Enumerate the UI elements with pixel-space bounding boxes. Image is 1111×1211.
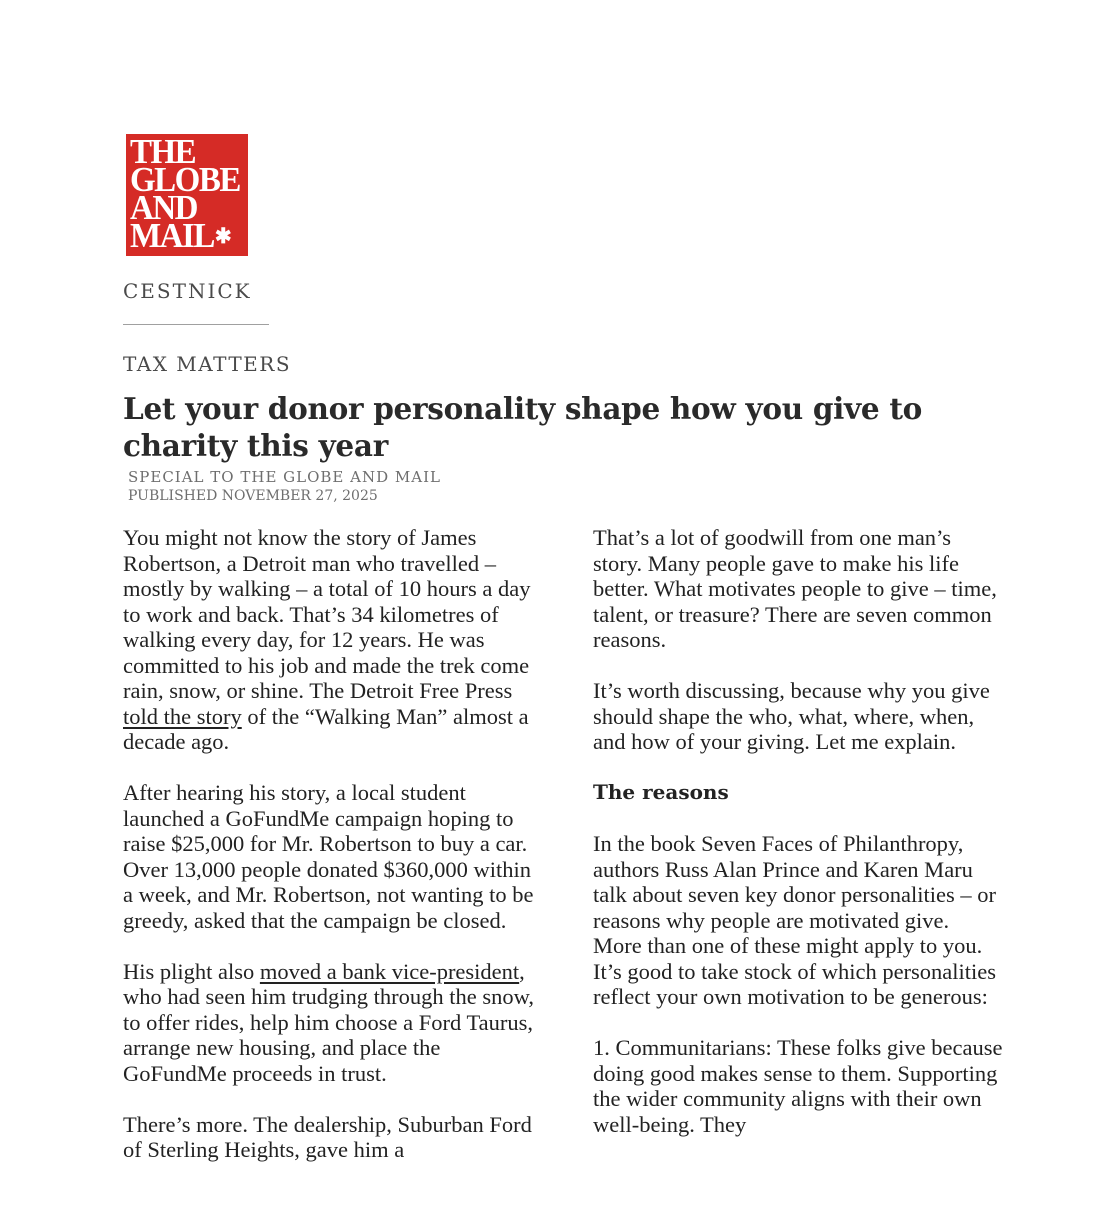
logo-line-4-text: MAIL [130, 217, 214, 256]
moved-a-bank-vice-president-link[interactable]: moved a bank vice-president [259, 958, 520, 984]
logo-line-4 [130, 217, 248, 256]
paragraph: It’s worth discussing, because why you give should shape the who, what, where, when, and how of your giving. Let me explain. [593, 678, 990, 754]
paragraph-text: , who had seen him trudging through the snow, to offer rides, help him choose a Ford Taurus, arrange new housing, and place the GoFundMe proceeds in trust. [123, 958, 534, 1086]
paragraph-text: of the “Walking Man” almost a decade ago. [123, 703, 529, 754]
paragraph: There’s more. The dealership, Suburban Ford of Sterling Heights, gave him a [123, 1111, 532, 1162]
told-the-story-link[interactable]: told the story [123, 703, 242, 729]
published-date: PUBLISHED NOVEMBER 27, 2025 [128, 488, 378, 504]
paragraph: After hearing his story, a local student launched a GoFundMe campaign hoping to raise $25,000 for Mr. Robertson to buy a car. Over 13,000 people donated $360,000 within a week, and Mr. Robertson, not wanting to be greedy, asked that the campaign be closed. [123, 780, 534, 933]
paragraph [123, 959, 543, 1087]
author-name[interactable]: CESTNICK [123, 279, 252, 303]
logo-line-2: GLOBE [130, 161, 240, 200]
divider [123, 324, 269, 325]
paragraph-text: You might not know the story of James Robertson, a Detroit man who travelled –mostly by walking – a total of 10 hours a day to work and back. That’s 34 kilometres of walking every day, for 12 years. He was committed to his job and made the trek come rain, snow, or shine. The Detroit Free Press [123, 525, 531, 703]
maple-leaf-icon: ✱ [214, 225, 232, 249]
logo-line-1: THE [130, 133, 196, 172]
article-column-right [593, 525, 1003, 1163]
paragraph [123, 525, 543, 755]
paragraph-text: His plight also [123, 958, 260, 984]
page-title: Let your donor personality shape how you give to charity this year [123, 391, 923, 463]
article-column-left [123, 525, 543, 1188]
paragraph: That’s a lot of goodwill from one man’s story. Many people gave to make his life better. What motivates people to give – time, talent, or treasure? There are seven common reasons. [593, 525, 997, 652]
paragraph: 1. Communitarians: These folks give because doing good makes sense to them. Supporting the wider community aligns with their own well-being. They [593, 1035, 1003, 1137]
subheading: The reasons [593, 780, 729, 804]
paragraph: In the book Seven Faces of Philanthropy, authors Russ Alan Prince and Karen Maru talk about seven key donor personalities – or reasons why people are motivated give. More than one of these might apply to you. It’s good to take stock of which personalities reflect your own motivation to be generous: [593, 831, 997, 1009]
globe-and-mail-logo[interactable] [126, 134, 248, 256]
byline: SPECIAL TO THE GLOBE AND MAIL [128, 468, 441, 486]
logo-line-3: AND [130, 189, 197, 228]
section-label[interactable]: TAX MATTERS [123, 352, 292, 376]
